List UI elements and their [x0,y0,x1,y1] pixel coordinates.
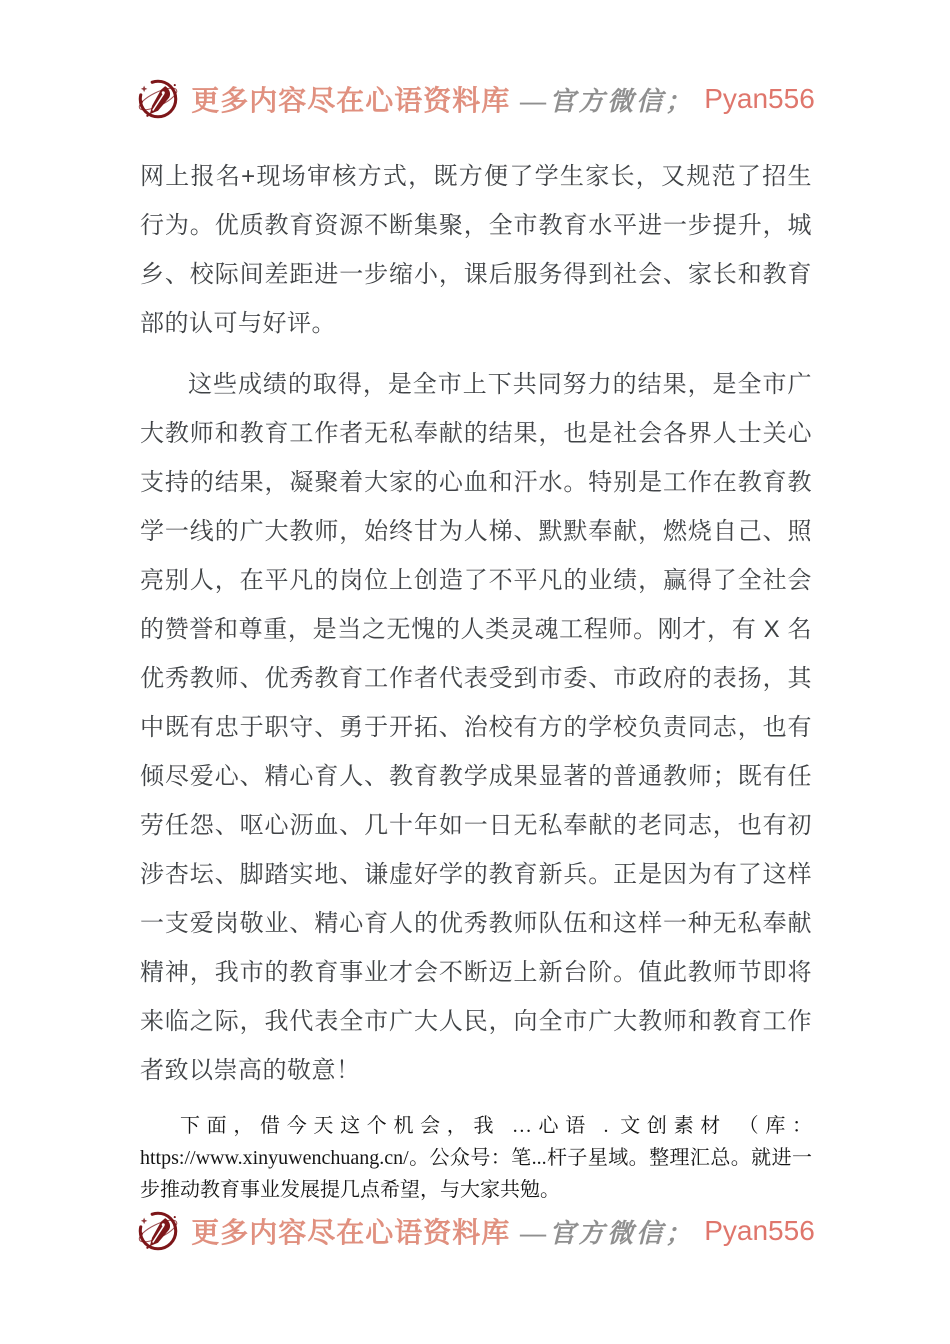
banner-wechat-label: —官方微信； [520,1218,695,1248]
banner-brand-text: 更多内容尽在心语资料库 [191,1218,511,1249]
watermark-note: 下面，借今天这个机会，我 …心语 . 文创素材 （库： https://www.xinyuwenchuang.cn/。公众号：笔...杆子星域。整理汇总。就进一步推动教育事业发展提几点希望，与大家共勉。 [140,1115,812,1201]
footer-banner [0,1208,950,1254]
banner-brand-text: 更多内容尽在心语资料库 [191,86,511,117]
document-body [140,152,812,1206]
banner-wechat-id: Pyan556 [704,1215,815,1246]
header-banner [0,76,950,122]
paragraph-teacher-tribute: 这些成绩的取得，是全市上下共同努力的结果，是全市广大教师和教育工作者无私奉献的结果，也是社会各界人士关心支持的结果，凝聚着大家的心血和汗水。特别是工作在教育教学一线的广大教师，始终甘为人梯、默默奉献，燃烧自己、照亮别人，在平凡的岗位上创造了不平凡的业绩，赢得了全社会的赞誉和尊重，是当之无愧的人类灵魂工程师。刚才，有 X 名优秀教师、优秀教育工作者代表受到市委、市政府的表扬，其中既有忠于职守、勇于开拓、治校有方的学校负责同志，也有倾尽爱心、精心育人、教育教学成果显著的普通教师；既有任劳任怨、呕心沥血、几十年如一日无私奉献的老同志，也有初涉杏坛、脚踏实地、谦虚好学的教育新兵。正是因为有了这样一支爱岗敬业、精心育人的优秀教师队伍和这样一种无私奉献精神，我市的教育事业才会不断迈上新台阶。值此教师节即将来临之际，我代表全市广大人民，向全市广大教师和教育工作者致以崇高的敬意！ [140,371,812,1084]
banner-wechat-id: Pyan556 [704,83,815,114]
pen-nib-swirl-logo-icon [135,76,181,122]
banner-wechat-label: —官方微信； [520,86,695,116]
paragraph-admissions-results: 网上报名+现场审核方式，既方便了学生家长，又规范了招生行为。优质教育资源不断集聚，全市教育水平进一步提升，城乡、校际间差距进一步缩小，课后服务得到社会、家长和教育部的认可与好评。 [140,163,812,337]
pen-nib-swirl-logo-icon [135,1208,181,1254]
